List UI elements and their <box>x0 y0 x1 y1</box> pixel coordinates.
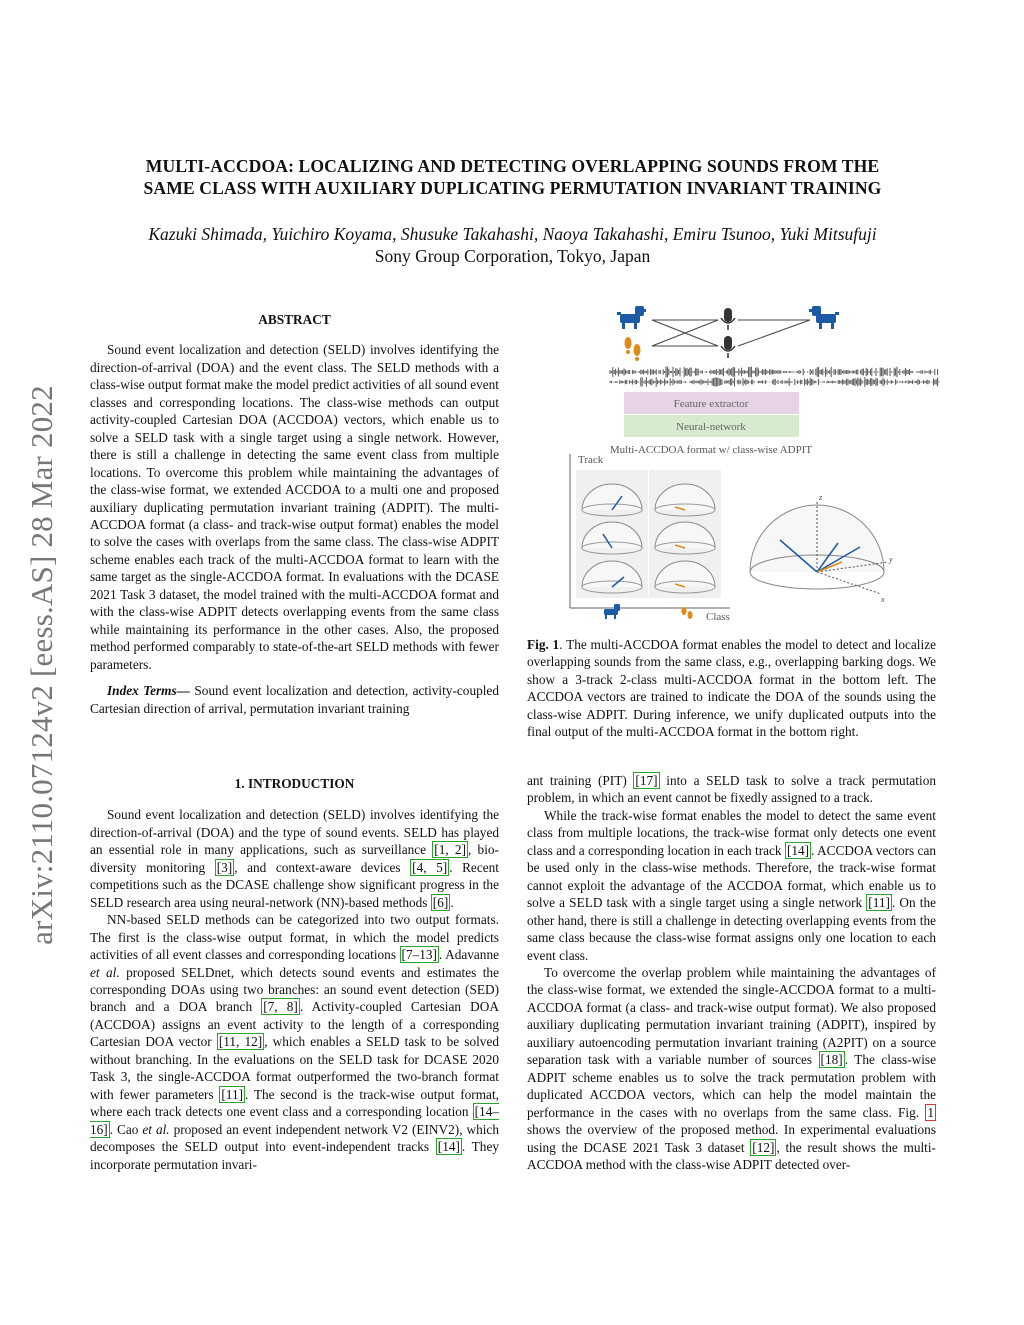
class-label: Class <box>706 611 730 623</box>
intro-right-paragraph-2: While the track-wise format enables the model to detect the same event class from multiple locations, the track-wise format only detects one event class and a corresponding location in each track [14] . ACCDOA vectors can be used only in the class-wise methods. Therefore, the track-wise format cannot exploit the advantage of the ACCDOA format, which enable us to solve a SELD task with a single target using a single network [11] . On the other hand, there is still a challenge in detecting overlapping events from the same class because the class-wise format assigns only one location to each event class. <box>527 807 937 963</box>
figure-caption <box>527 636 936 741</box>
footsteps-icon <box>625 337 641 361</box>
paper-title <box>90 155 935 199</box>
citation-link[interactable]: [7, 8] <box>263 999 298 1015</box>
figure-link[interactable]: 1 <box>927 1104 934 1120</box>
introduction-section <box>90 775 499 1173</box>
dog-icon <box>809 306 839 329</box>
citation-link[interactable]: [6] <box>432 894 449 910</box>
arxiv-sidebar-stamp <box>22 345 62 985</box>
axis-z-label: z <box>819 493 823 502</box>
waveform <box>610 377 939 387</box>
feature-extractor-label: Feature extractor <box>673 398 749 410</box>
footsteps-icon <box>682 607 693 619</box>
intro-paragraph-1: Sound event localization and detection (SELD) involves identifying the direction-of-arrival (DOA) and the type of sound events. SELD has played an essential role in many applications, such as surveillance [1, 2] , bio-diversity monitoring [3] , and context-aware devices [4, 5] . Recent competitions such as the DCASE challenge show significant progress in the SELD research area using neural-network (NN)-based methods [6] . <box>90 807 499 910</box>
abstract-text: Sound event localization and detection (SELD) involves identifying the direction-of-arrival (DOA) and the event class. The SELD methods with a class-wise output format make the model predict activities of all sound event classes and corresponding locations. The class-wise methods can output activity-coupled Cartesian DOA (ACCDOA) vectors, which enable us to solve a SELD task with a single target using a single network. However, there is still a challenge in detecting the same event class from multiple locations. To overcome this problem while maintaining the advantages of the class-wise format, we extended ACCDOA to a multi one and proposed auxiliary duplicating permutation invariant training (ADPIT). The multi-ACCDOA format (a class- and track-wise output format) enables the model to solve the cases with overlaps from the same class. The class-wise ADPIT scheme enables each track of the multi-ACCDOA format to learn with the same target as the single-ACCDOA format. In evaluations with the DCASE 2021 Task 3 dataset, the model trained with the multi-ACCDOA format and with the class-wise ADPIT detects overlapping events from the same class while maintaining its performance in the other cases. Also, the proposed method performed comparably to state-of-the-art SELD methods with fewer parameters. <box>90 342 499 672</box>
neural-network-label: Neural-network <box>676 421 746 433</box>
arxiv-id: arXiv:2110.07124v2 [eess.AS] 28 Mar 2022 <box>24 385 59 945</box>
citation-link[interactable]: [7–13] <box>401 947 437 963</box>
caption-text: . The multi-ACCDOA format enables the model to detect and localize overlapping sounds from the same class, e.g., overlapping barking dogs. We show a 3-track 2-class multi-ACCDOA format in the bottom left. The ACCDOA vectors are trained to indicate the DOA of the sounds using the class-wise ADPIT. During inference, we unify duplicated outputs into the final output of the multi-ACCDOA format in the bottom right. <box>527 637 936 740</box>
dog-icon <box>617 306 646 329</box>
index-terms <box>90 682 499 717</box>
citation-link[interactable]: [3] <box>216 859 233 875</box>
intro-right-paragraph-3: To overcome the overlap problem while maintaining the advantages of the class-wise format, we extended the single-ACCDOA format to a multi-ACCDOA format (a class- and track-wise output format). We also proposed auxiliary duplicating permutation invariant training (ADPIT), inspired by auxiliary autoencoding permutation invariant training (A2PIT) on a source separation task with a variable number of sources [18] . The class-wise ADPIT scheme enables us to solve the track permutation problem with duplicated ACCDOA vectors, which can help the model maintain the performance in the cases with no overlaps from the same class. Fig. 1 shows the overview of the proposed method. In experimental evaluations using the DCASE 2021 Task 3 dataset [12] , the result shows the multi-ACCDOA method with the class-wise ADPIT detected over- <box>527 964 936 1172</box>
figure-1 <box>560 300 940 630</box>
index-terms-text: Sound event localization and detection, activity-coupled Cartesian direction of arrival, permutation invariant training <box>90 683 499 716</box>
axis-x-label: x <box>881 595 885 604</box>
introduction-continued <box>527 772 936 1173</box>
accdoa-hemisphere-grid <box>576 470 721 598</box>
abstract-heading: ABSTRACT <box>258 312 331 327</box>
abstract-section <box>90 311 499 717</box>
intro-paragraph-2: NN-based SELD methods can be categorized into two output formats. The first is the class-wise output format, in which the model predicts activities of all event classes and corresponding locations [7–13] . Adavanne et al. proposed SELDnet, which detects sound events and estimates the corresponding DOAs using two branches: an sound event detection (SED) branch and a DOA branch [7, 8] . Activity-coupled Cartesian DOA (ACCDOA) assigns an event activity to the length of a corresponding Cartesian DOA vector [11, 12] , which enables a SELD task to be solved without branching. In the evaluations on the SELD task for DCASE 2020 Task 3, the single-ACCDOA format outperformed the two-branch format with fewer parameters [11] . The second is the track-wise output format, where each track detects one event class and a corresponding location [14–16] . Cao et al. proposed an event independent network V2 (EINV2), which decomposes the SELD output into event-independent tracks [14] . They incorporate permutation invari- <box>90 912 499 1172</box>
title-line-2: SAME CLASS WITH AUXILIARY DUPLICATING PERMUTATION INVARIANT TRAINING <box>143 178 882 198</box>
dog-icon <box>604 604 620 619</box>
citation-link[interactable]: [11] <box>868 895 890 911</box>
index-terms-label: Index Terms— <box>107 683 190 699</box>
axis-y-label: y <box>889 555 893 564</box>
waveform <box>610 366 939 377</box>
citation-link[interactable]: [14] <box>437 1139 460 1155</box>
format-label: Multi-ACCDOA format w/ class-wise ADPIT <box>609 444 813 456</box>
intro-right-paragraph-1: ant training (PIT) [17] into a SELD task to solve a track permutation problem, in which an event cannot be fixedly assigned to a track. <box>527 773 936 806</box>
citation-link[interactable]: [1, 2] <box>434 842 466 858</box>
citation-link[interactable]: [14–16] <box>90 1104 499 1137</box>
authors: Kazuki Shimada, Yuichiro Koyama, Shusuke Takahashi, Naoya Takahashi, Emiru Tsunoo, Yuki Mitsufuji <box>148 224 877 244</box>
citation-link[interactable]: [4, 5] <box>412 859 448 875</box>
microphone-icon <box>721 336 735 358</box>
citation-link[interactable]: [17] <box>635 773 658 788</box>
citation-link[interactable]: [11] <box>221 1086 244 1102</box>
affiliation: Sony Group Corporation, Tokyo, Japan <box>374 246 651 266</box>
caption-label: Fig. 1 <box>527 637 560 652</box>
introduction-heading: 1. INTRODUCTION <box>234 776 355 791</box>
output-hemisphere <box>750 500 888 594</box>
citation-link[interactable]: [18] <box>820 1052 843 1068</box>
citation-link[interactable]: [12] <box>752 1139 775 1155</box>
microphone-icon <box>721 308 735 330</box>
citation-link[interactable]: [11, 12] <box>218 1034 263 1050</box>
track-label: Track <box>578 454 604 466</box>
citation-link[interactable]: [14] <box>786 842 810 858</box>
title-line-1: MULTI-ACCDOA: LOCALIZING AND DETECTING OVERLAPPING SOUNDS FROM THE <box>145 156 880 176</box>
